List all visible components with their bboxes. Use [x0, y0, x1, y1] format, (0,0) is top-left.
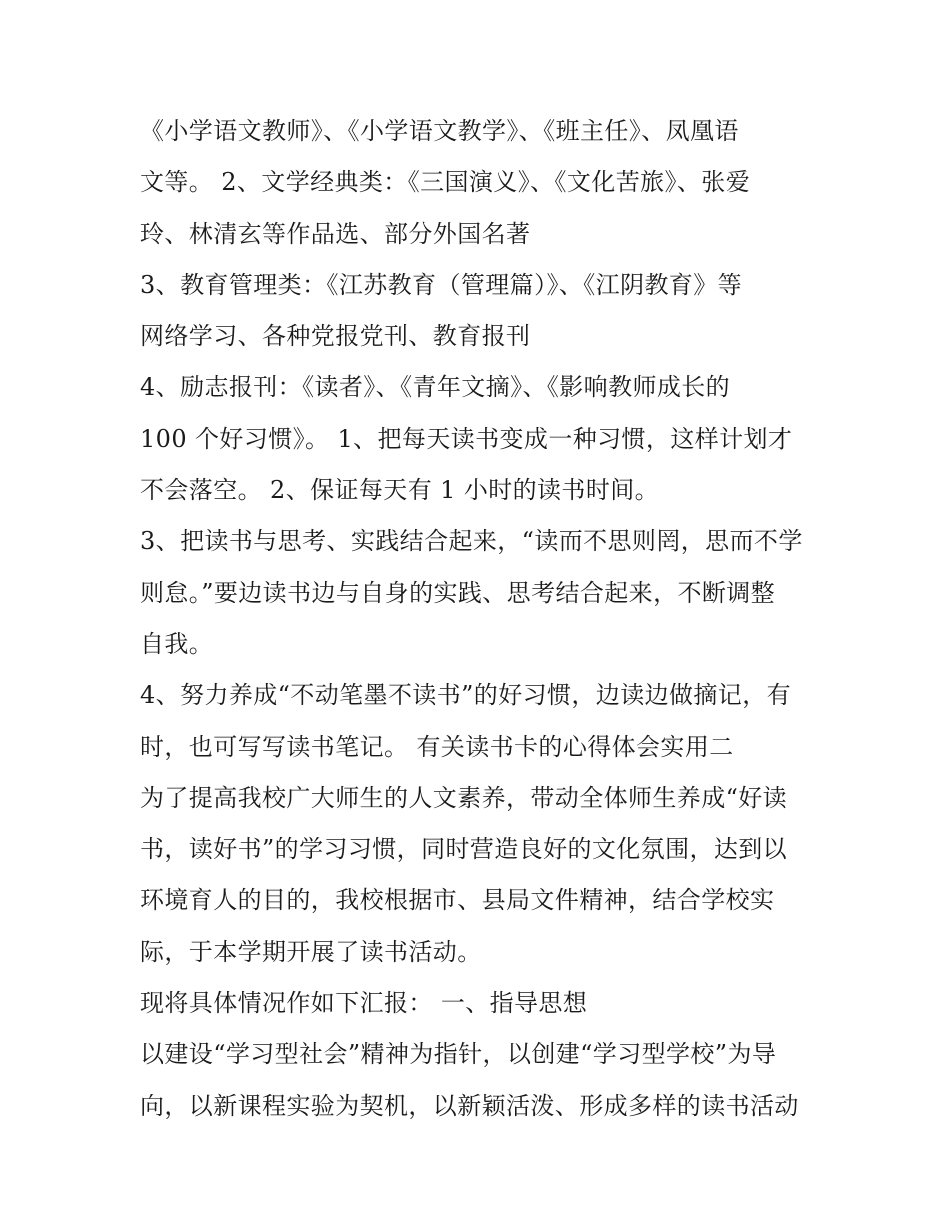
text-line: 3、把读书与思考、实践结合起来，“读而不思则罔，思而不学: [140, 527, 803, 556]
text-line: 则怠。”要边读书边与自身的实践、思考结合起来，不断调整: [140, 578, 776, 607]
document-body: [140, 106, 820, 1132]
text-line: 玲、林清玄等作品选、部分外国名著: [140, 219, 531, 248]
text-line: 际，于本学期开展了读书活动。: [140, 937, 482, 966]
text-line: 向，以新课程实验为契机，以新颖活泼、形成多样的读书活动: [140, 1091, 799, 1120]
text-line: 文等。 2、文学经典类：《三国演义》、《文化苦旅》、张爱: [140, 168, 751, 197]
text-line: 以建设“学习型社会”精神为指针，以创建“学习型学校”为导: [140, 1040, 777, 1069]
text-line: 4、励志报刊：《读者》、《青年文摘》、《影响教师成长的: [140, 373, 731, 402]
text-line: 书，读好书”的学习习惯，同时营造良好的文化氛围，达到以: [140, 835, 788, 864]
text-line: 现将具体情况作如下汇报： 一、指导思想: [140, 989, 588, 1018]
text-line: 3、教育管理类：《江苏教育（管理篇）》、《江阴教育》等: [140, 270, 743, 299]
text-line: 时，也可写写读书笔记。 有关读书卡的心得体会实用二: [140, 732, 734, 761]
text-line: 100 个好习惯》。 1、把每天读书变成一种习惯，这样计划才: [140, 424, 793, 453]
text-line: 网络学习、各种党报党刊、教育报刊: [140, 322, 531, 351]
text-line: 《小学语文教师》、《小学语文教学》、《班主任》、凤凰语: [140, 117, 739, 145]
text-line: 不会落空。 2、保证每天有 1 小时的读书时间。: [140, 476, 660, 505]
text-line: 环境育人的目的，我校根据市、县局文件精神，结合学校实: [140, 886, 775, 915]
text-line: 4、努力养成“不动笔墨不读书”的好习惯，边读边做摘记，有: [140, 681, 792, 710]
text-line: 自我。: [140, 629, 214, 658]
text-line: 为了提高我校广大师生的人文素养，带动全体师生养成“好读: [140, 783, 788, 812]
